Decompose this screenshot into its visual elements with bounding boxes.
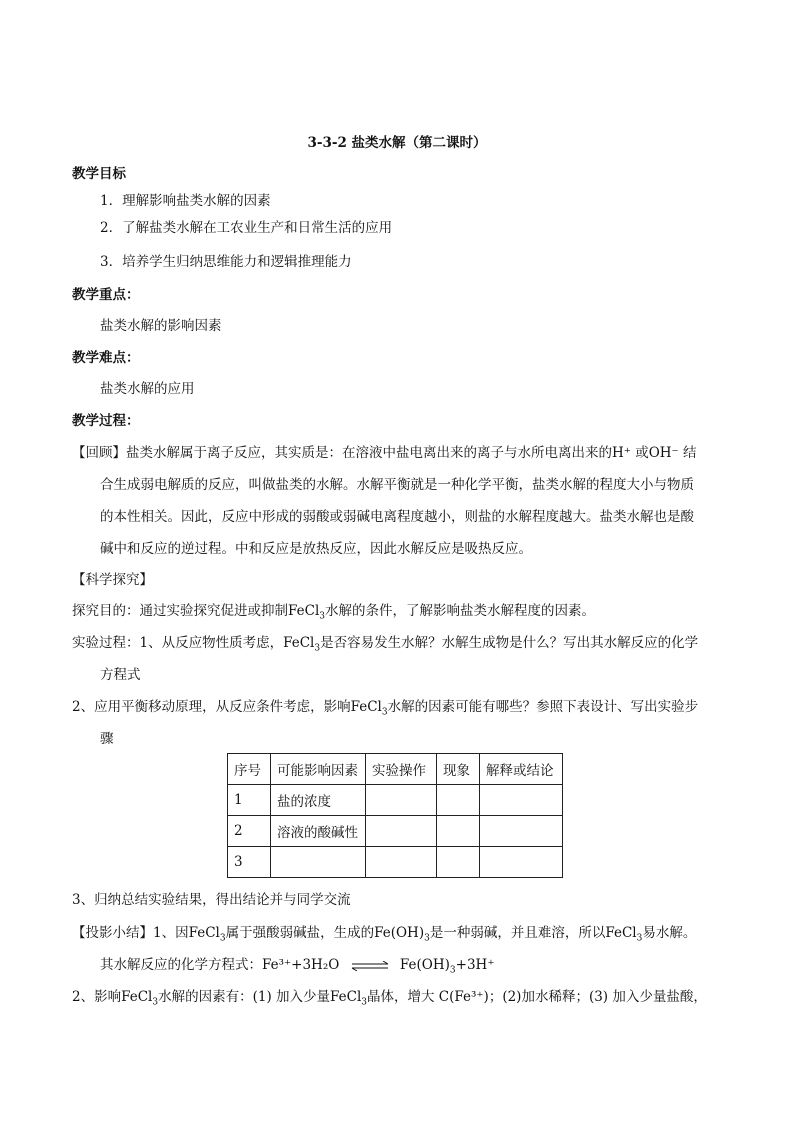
table-cell: [271, 847, 366, 878]
experiment-table: [227, 753, 563, 878]
table-cell: 溶液的酸碱性: [271, 816, 366, 847]
review-line-1: 【回顾】盐类水解属于离子反应，其实质是：在溶液中盐电离出来的离子与水所电离出来的H⁺ 或OH⁻ 结: [72, 445, 697, 461]
table-cell: 2: [228, 816, 271, 847]
table-cell: [366, 785, 437, 816]
summary-line-3: 2、影响FeCl$_3$水解的因素有：(1) 加入少量FeCl$_3$晶体，增大 C(Fe³⁺)；(2)加水稀释；(3) 加入少量盐酸，: [72, 989, 707, 1008]
goal-item-3: 3．培养学生归纳思维能力和逻辑推理能力: [100, 254, 352, 270]
review-line-2: 合生成弱电解质的反应，叫做盐类的水解。水解平衡就是一种化学平衡，盐类水解的程度大小与物质: [100, 477, 694, 493]
table-cell: [366, 816, 437, 847]
table-row: [228, 847, 563, 878]
review-line-3: 的本性相关。因此，反应中形成的弱酸或弱碱电离程度越小，则盐的水解程度越大。盐类水解也是酸: [100, 509, 694, 525]
explore-step-1-cont: 方程式: [100, 667, 141, 683]
table-cell: [437, 785, 480, 816]
table-header: 解释或结论: [480, 754, 563, 785]
table-header: 可能影响因素: [271, 754, 366, 785]
table-cell: [480, 785, 563, 816]
key-point-text: 盐类水解的影响因素: [100, 318, 222, 334]
goal-item-2: 2．了解盐类水解在工农业生产和日常生活的应用: [100, 220, 393, 236]
table-cell: [366, 847, 437, 878]
table-header-row: [228, 754, 563, 785]
table-cell: [480, 816, 563, 847]
table-row: [228, 785, 563, 816]
table-cell: [437, 847, 480, 878]
goal-item-1: 1．理解影响盐类水解的因素: [100, 193, 271, 209]
table-cell: [480, 847, 563, 878]
process-heading: 教学过程：: [72, 413, 140, 429]
explore-step-3: 3、归纳总结实验结果，得出结论并与同学交流: [72, 892, 351, 908]
summary-equation: 其水解反应的化学方程式：Fe³⁺+3H₂O $Fe(OH)_3+3H^+$: [100, 957, 495, 976]
summary-line-1: 【投影小结】1、因FeCl$_3$属于强酸弱碱盐，生成的$Fe(OH)_3$是一种弱碱，并且难溶，所以FeCl$_3$易水解。: [72, 925, 697, 944]
explore-step-1: 实验过程：1、从反应物性质考虑，FeCl$_3$是否容易发生水解？水解生成物是什么？写出其水解反应的化学: [72, 635, 699, 654]
difficulty-heading: 教学难点：: [72, 350, 140, 366]
explore-step-2: 2、应用平衡移动原理，从反应条件考虑，影响FeCl$_3$水解的因素可能有哪些？参照下表设计、写出实验步: [72, 699, 699, 718]
page-title: 3-3-2 盐类水解（第二课时）: [307, 135, 487, 151]
explore-heading: 【科学探究】: [72, 572, 153, 588]
table-cell: 3: [228, 847, 271, 878]
table-cell: 1: [228, 785, 271, 816]
table-header: 实验操作: [366, 754, 437, 785]
table-header: 现象: [437, 754, 480, 785]
table-row: [228, 816, 563, 847]
table-cell: 盐的浓度: [271, 785, 366, 816]
goals-heading: 教学目标: [72, 166, 126, 182]
key-point-heading: 教学重点：: [72, 287, 140, 303]
review-line-4: 碱中和反应的逆过程。中和反应是放热反应，因此水解反应是吸热反应。: [100, 541, 532, 557]
table-header: 序号: [228, 754, 271, 785]
equilibrium-arrow-icon: [350, 961, 390, 971]
table-cell: [437, 816, 480, 847]
difficulty-text: 盐类水解的应用: [100, 381, 195, 397]
explore-purpose: 探究目的：通过实验探究促进或抑制FeCl$_3$水解的条件，了解影响盐类水解程度的因素。: [72, 603, 595, 622]
explore-step-2-cont: 骤: [100, 731, 114, 747]
